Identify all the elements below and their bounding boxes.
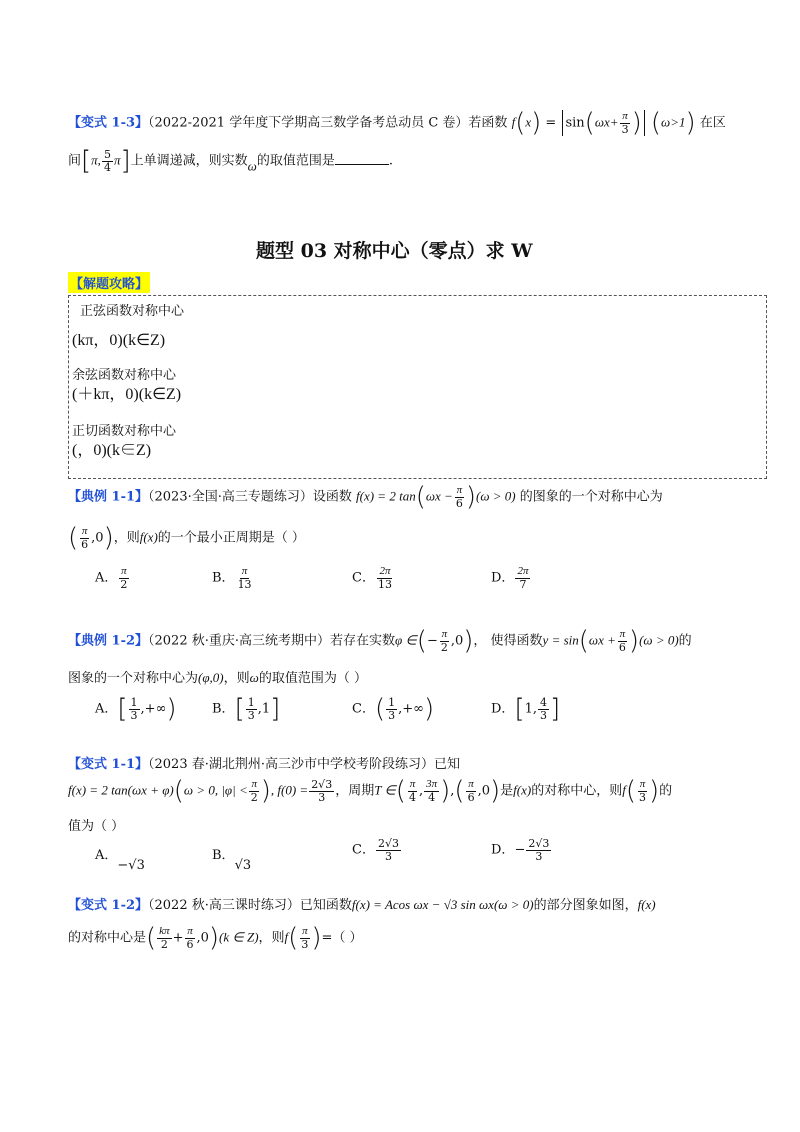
example-1-2-option-a[interactable]: A．[ $\frac{1}{3}$ ,+∞) <box>95 694 177 724</box>
example-1-2-option-d[interactable]: D．[1, $\frac{4}{3}$ ] <box>491 694 561 724</box>
variant-1-1-option-c[interactable]: C． $\frac{2√3}{3}$ <box>352 837 399 863</box>
example-1-1-option-b[interactable]: B． $\frac{\pi}{13}$ <box>212 565 252 591</box>
example-tag: 【典例 1-1】 <box>68 489 149 505</box>
sine-center-formula: (kπ，0)(k∈Z) <box>72 332 166 349</box>
variant-1-3-line2: 间[π, $\frac{5}{4}$ π]上单调递减，则实数ω的取值范围是 . <box>68 146 393 176</box>
source-text: （2022-2021 学年度下学期高三数学备考总动员 C 卷）若函数 <box>148 115 508 131</box>
cosine-center-label: 余弦函数对称中心 <box>72 368 177 383</box>
variant-tag: 【变式 1-3】 <box>68 115 149 131</box>
variant-1-1-line2: f(x) = 2 tan(ωx + φ)(ω > 0, |φ| < $\frac{\pi}{2}$ ), f(0) = $\frac{2√3}{3}$ ，周期T ∈( $\frac{\pi}{4}$ , $\frac{3\pi}{4}$ ),( $\frac{\pi}{6}$ ,0)是f(x)的对称中心，则f( $\frac{\pi}{3}$ )的 <box>68 776 673 806</box>
example-1-1-option-d[interactable]: D． $\frac{2\pi}{7}$ <box>491 565 529 591</box>
example-1-2-option-b[interactable]: B．[ $\frac{1}{3}$ ,1] <box>212 694 281 724</box>
variant-1-1-option-d[interactable]: D．− $\frac{2√3}{3}$ <box>491 837 550 863</box>
variant-1-2-line2: 的对称中心是( $\frac{k\pi}{2}$ + $\frac{\pi}{6}$ ,0)(k ∈ Z)，则f( $\frac{\pi}{3}$ )=（ ） <box>68 923 363 953</box>
solution-tip-badge: 【解题攻略】 <box>68 272 150 293</box>
example-1-2-option-c[interactable]: C．( $\frac{1}{3}$ ,+∞) <box>352 694 435 724</box>
variant-1-2-line1: 【变式 1-2】（2022 秋·高三课时练习）已知函数f(x) = Acos ωx − √3 sin ωx(ω > 0)的部分图象如图，f(x) <box>68 897 656 913</box>
tangent-center-label: 正切函数对称中心 <box>72 424 177 439</box>
example-1-2-line2: 图象的一个对称中心为(φ,0)，则ω的取值范围为（ ） <box>68 670 367 686</box>
section-title: 题型 03 对称中心（零点）求 W <box>256 240 533 262</box>
tangent-center-formula: (，0)(k∈Z) <box>72 442 152 459</box>
variant-1-1-option-b[interactable]: B．√3 <box>212 848 252 873</box>
example-1-2-line1: 【典例 1-2】（2022 秋·重庆·高三统考期中）若存在实数φ ∈(− $\frac{\pi}{2}$ ,0)， 使得函数y = sin(ωx + $\frac{\pi}{6}$ )(ω > 0)的 <box>68 626 692 656</box>
answer-blank[interactable] <box>335 152 389 165</box>
variant-1-1-line3: 值为（ ） <box>68 819 125 834</box>
variant-1-1-option-a[interactable]: A．−√3 <box>95 848 145 873</box>
cosine-center-formula: (＋kπ，0)(k∈Z) <box>72 386 182 403</box>
sine-center-label: 正弦函数对称中心 <box>80 304 185 319</box>
example-1-1-line1: 【典例 1-1】（2023·全国·高三专题练习）设函数 f(x) = 2 tan(ωx − $\frac{\pi}{6}$ )(ω > 0) 的图象的一个对称中心为 <box>68 482 663 512</box>
example-1-1-line2: ( $\frac{\pi}{6}$ ,0)，则f(x)的一个最小正周期是（ ） <box>68 523 305 553</box>
variant-1-1-line1: 【变式 1-1】（2023 春·湖北荆州·高三沙市中学校考阶段练习）已知 <box>68 757 460 772</box>
variant-1-3-line1: 【变式 1-3】（2022-2021 学年度下学期高三数学备考总动员 C 卷）若函数 f(x) = sin(ωx+ $\frac{\pi}{3}$ ) (ω>1) 在区 <box>68 108 726 138</box>
example-1-1-option-c[interactable]: C． $\frac{2\pi}{13}$ <box>352 565 392 591</box>
example-1-1-option-a[interactable]: A． $\frac{\pi}{2}$ <box>95 565 128 591</box>
